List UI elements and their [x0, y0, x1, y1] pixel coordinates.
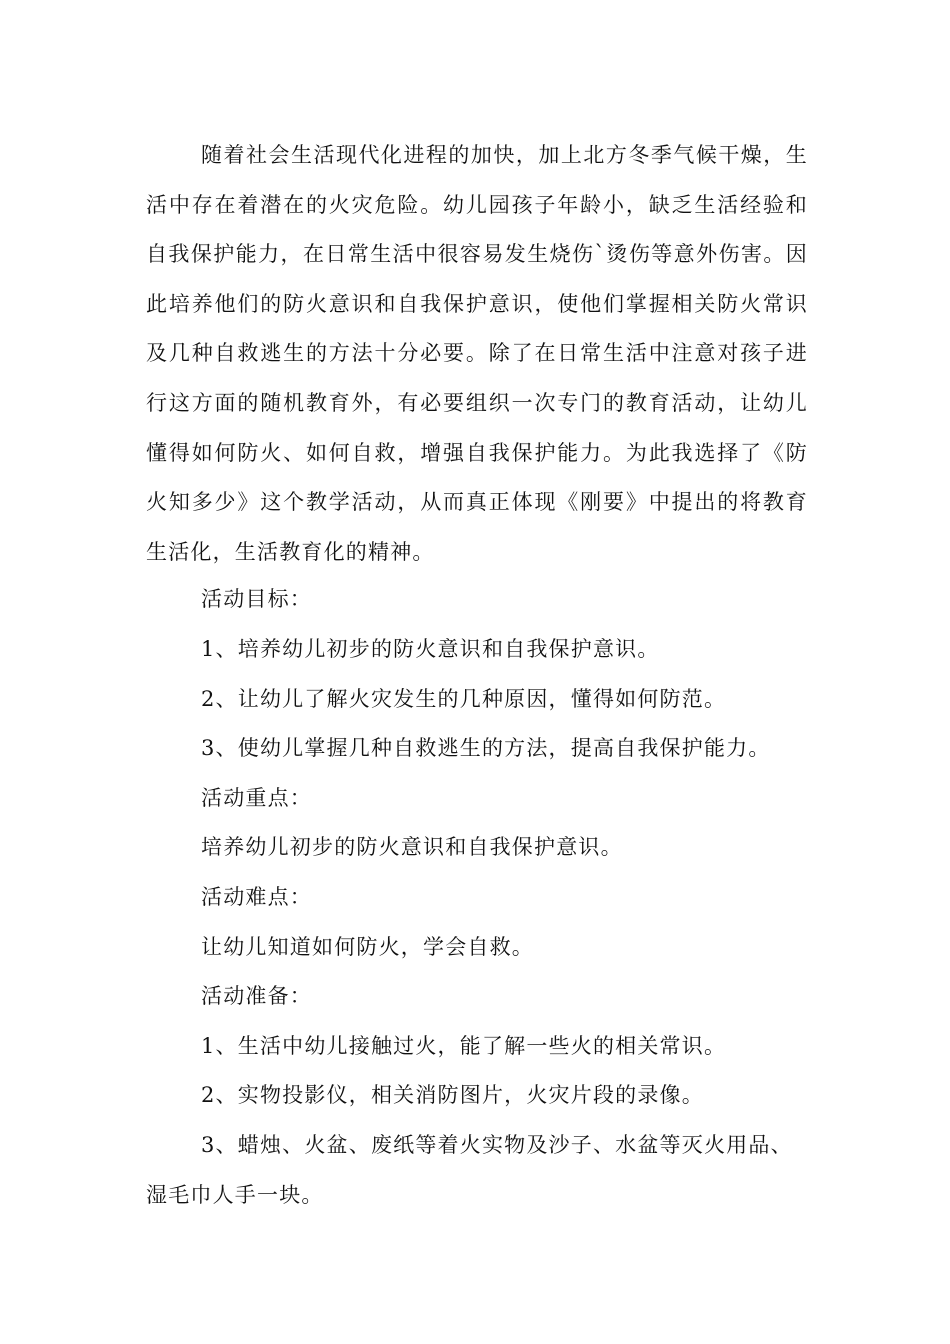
goals-heading: 活动目标：: [201, 587, 312, 611]
intro-paragraph: 随着社会生活现代化进程的加快，加上北方冬季气候干燥，生活中存在着潜在的火灾危险。幼儿园孩子年龄小，缺乏生活经验和自我保护能力，在日常生活中很容易发生烧伤`烫伤等意外伤害。因此培养他们的防火意识和自我保护意识，使他们掌握相关防火常识及几种自救逃生的方法十分必要。除了在日常生活中注意对孩子进行这方面的随机教育外，有必要组织一次专门的教育活动，让幼儿懂得如何防火、如何自救，增强自我保护能力。为此我选择了《防火知多少》这个教学活动，从而真正体现《刚要》中提出的将教育生活化，生活教育化的精神。: [146, 143, 808, 564]
prep-item-2: 2、实物投影仪，相关消防图片，火灾片段的录像。: [201, 1083, 704, 1107]
focus-text: 培养幼儿初步的防火意识和自我保护意识。: [201, 835, 623, 859]
prep-item-3-continued: 湿毛巾人手一块。: [146, 1183, 324, 1207]
prep-item-1: 1、生活中幼儿接触过火，能了解一些火的相关常识。: [201, 1034, 727, 1058]
goal-item-2: 2、让幼儿了解火灾发生的几种原因，懂得如何防范。: [201, 687, 727, 711]
goal-item-1: 1、培养幼儿初步的防火意识和自我保护意识。: [201, 637, 660, 661]
goal-item-3: 3、使幼儿掌握几种自救逃生的方法，提高自我保护能力。: [201, 736, 771, 760]
prep-item-3: 3、蜡烛、火盆、废纸等着火实物及沙子、水盆等灭火用品、: [201, 1133, 793, 1157]
prep-heading: 活动准备：: [201, 984, 312, 1008]
difficulty-text: 让幼儿知道如何防火，学会自救。: [201, 935, 534, 959]
difficulty-heading: 活动难点：: [201, 885, 312, 909]
focus-heading: 活动重点：: [201, 786, 312, 810]
